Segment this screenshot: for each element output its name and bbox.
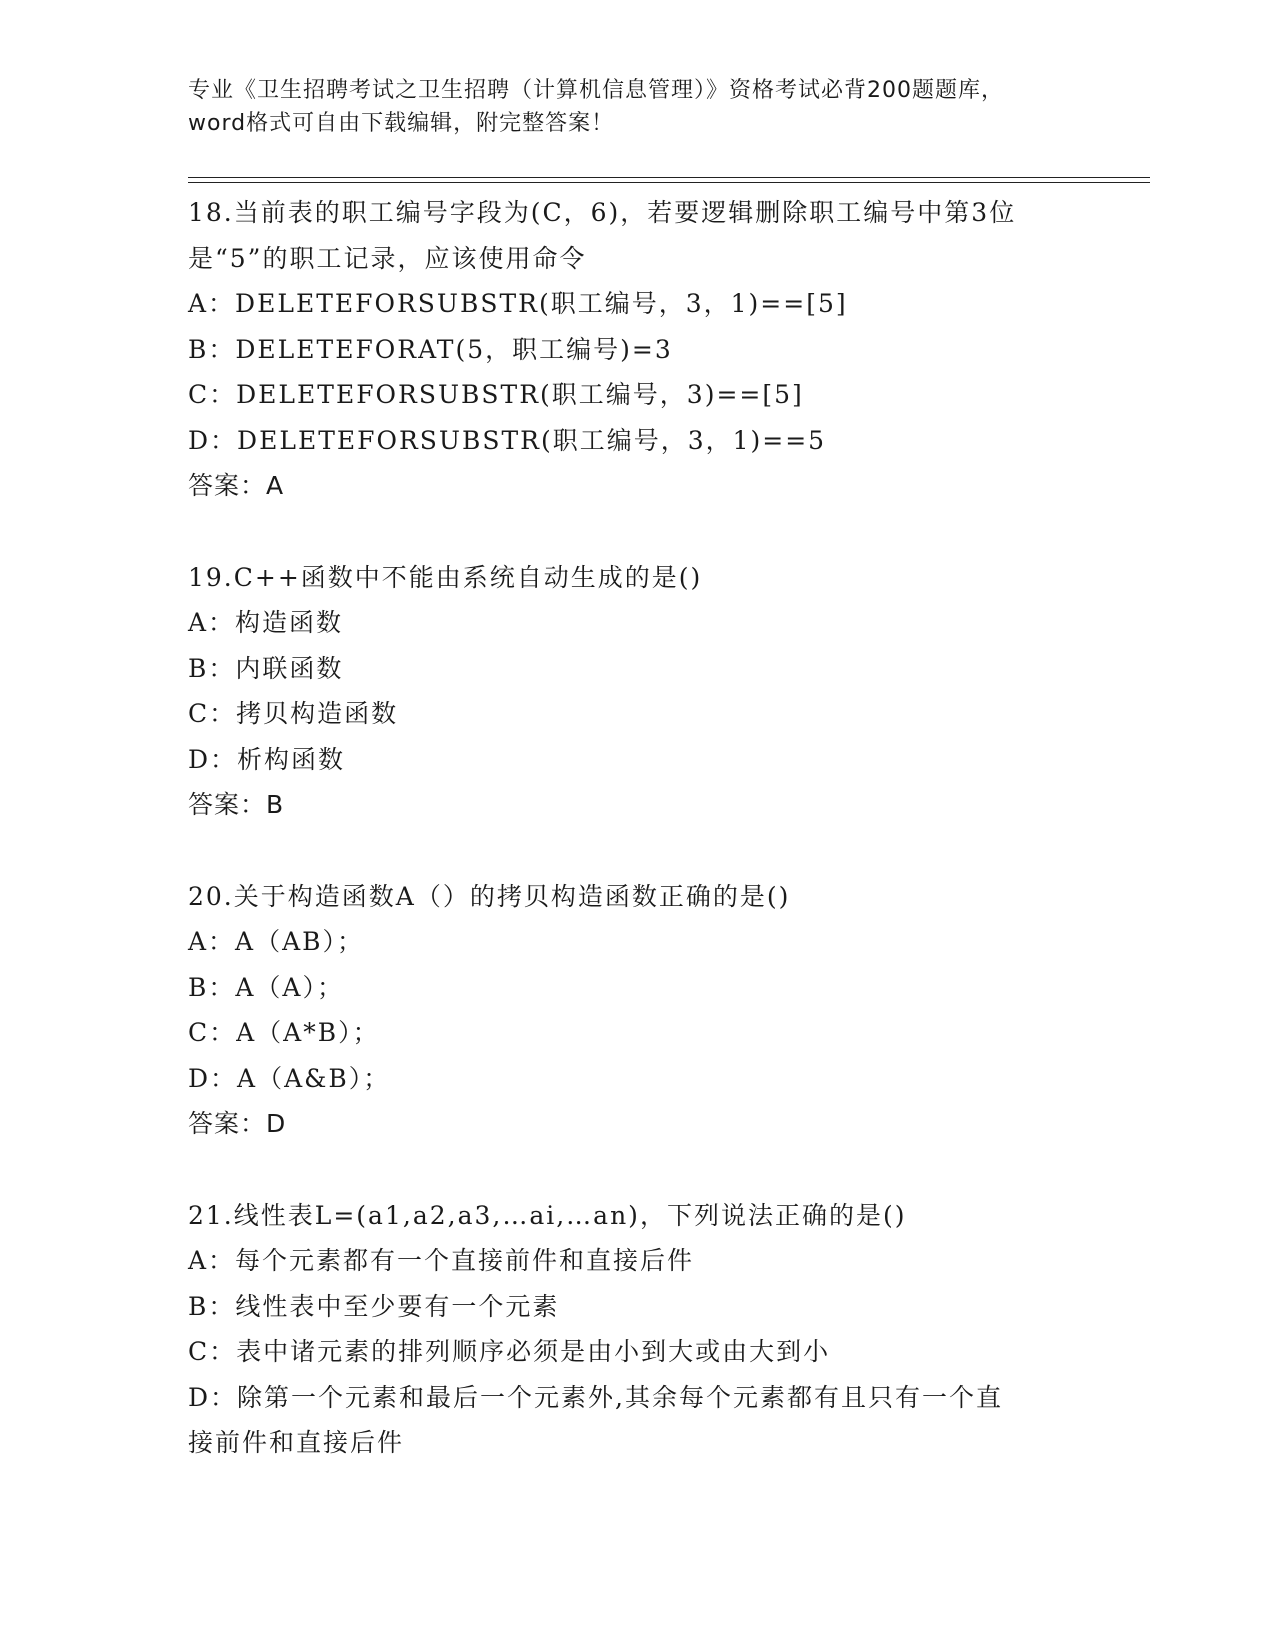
option-d: D：除第一个元素和最后一个元素外,其余每个元素都有且只有一个直 bbox=[188, 1382, 1003, 1412]
question-stem: 21.线性表L=(a1,a2,a3,…ai,…an)，下列说法正确的是() bbox=[188, 1200, 907, 1230]
option-d-continued: 接前件和直接后件 bbox=[188, 1428, 405, 1457]
question-list bbox=[188, 190, 1088, 1512]
option-a: A：每个元素都有一个直接前件和直接后件 bbox=[188, 1246, 695, 1275]
option-d: D：DELETEFORSUBSTR(职工编号，3，1)==5 bbox=[188, 425, 827, 455]
option-b: B：线性表中至少要有一个元素 bbox=[188, 1291, 560, 1321]
option-a: A：A（AB）； bbox=[188, 927, 365, 956]
answer: 答案：D bbox=[188, 1109, 287, 1138]
option-c: C：DELETEFORSUBSTR(职工编号，3)==[5] bbox=[188, 380, 804, 409]
header-line-1: 专业《卫生招聘考试之卫生招聘（计算机信息管理）》资格考试必背200题题库， bbox=[188, 78, 1004, 103]
option-d: D：A（A&B）； bbox=[188, 1063, 391, 1093]
document-header bbox=[188, 74, 1068, 140]
answer: 答案：B bbox=[188, 790, 285, 819]
option-c: C：拷贝构造函数 bbox=[188, 699, 399, 728]
question-18 bbox=[188, 190, 1088, 509]
option-d: D：析构函数 bbox=[188, 744, 346, 774]
option-b: B：内联函数 bbox=[188, 653, 344, 683]
question-stem-continued: 是“5”的职工记录，应该使用命令 bbox=[188, 243, 587, 273]
question-stem: 18.当前表的职工编号字段为(C，6)，若要逻辑删除职工编号中第3位 bbox=[188, 198, 1017, 227]
option-a: A：DELETEFORSUBSTR(职工编号，3，1)==[5] bbox=[188, 289, 848, 318]
header-divider-bottom bbox=[188, 182, 1150, 183]
question-21 bbox=[188, 1193, 1088, 1466]
option-b: B：A（A）； bbox=[188, 972, 344, 1002]
question-stem: 19.C++函数中不能由系统自动生成的是() bbox=[188, 562, 703, 592]
option-c: C：表中诸元素的排列顺序必须是由小到大或由大到小 bbox=[188, 1337, 831, 1366]
header-line-2: word格式可自由下载编辑，附完整答案！ bbox=[188, 111, 615, 136]
header-divider-top bbox=[188, 177, 1150, 178]
question-20 bbox=[188, 874, 1088, 1147]
option-a: A：构造函数 bbox=[188, 608, 344, 637]
answer: 答案：A bbox=[188, 471, 285, 500]
question-19 bbox=[188, 555, 1088, 828]
option-c: C：A（A*B）； bbox=[188, 1018, 380, 1047]
option-b: B：DELETEFORAT(5，职工编号)=3 bbox=[188, 334, 673, 364]
question-stem: 20.关于构造函数A（）的拷贝构造函数正确的是() bbox=[188, 881, 791, 911]
